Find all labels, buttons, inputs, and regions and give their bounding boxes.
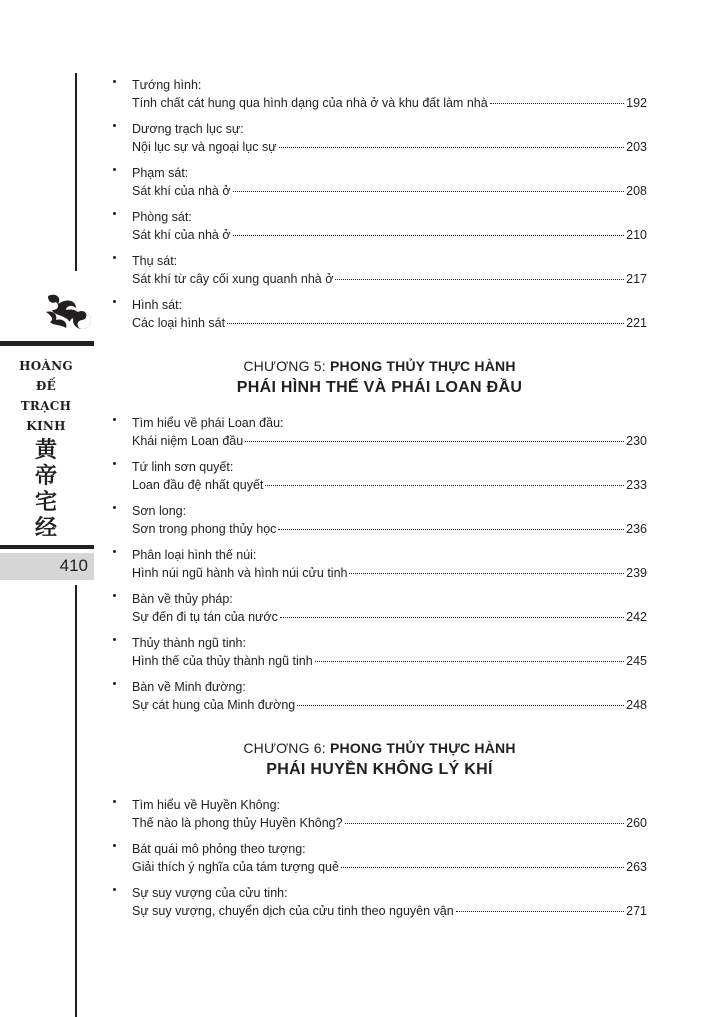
toc-entry-line bbox=[132, 270, 647, 288]
toc-page-number: 230 bbox=[626, 434, 647, 448]
toc-entry-title: Hình sát: bbox=[132, 298, 183, 312]
toc-entry-title: Bát quái mô phỏng theo tượng: bbox=[132, 842, 306, 856]
bullet-icon bbox=[113, 506, 116, 509]
bullet-icon bbox=[113, 256, 116, 259]
chapter-title bbox=[112, 738, 647, 758]
dot-leader bbox=[279, 147, 625, 148]
book-title-line: HOÀNG bbox=[19, 359, 73, 373]
toc-entry-description: Sự đến đi tụ tán của nước bbox=[132, 610, 278, 624]
toc-entry-description: Tính chất cát hung qua hình dạng của nhà ở và khu đất làm nhà bbox=[132, 96, 488, 110]
toc-page-number: 271 bbox=[626, 904, 647, 918]
side-band-top bbox=[0, 341, 94, 346]
chinese-title-char: 宅 bbox=[34, 490, 57, 515]
page-number: 410 bbox=[59, 556, 88, 575]
toc-entry-description: Loan đầu đệ nhất quyết bbox=[132, 478, 264, 492]
chinese-title-char: 黄 bbox=[34, 438, 57, 463]
chapter-heading bbox=[112, 356, 647, 400]
bullet-icon bbox=[113, 462, 116, 465]
toc-entry[interactable] bbox=[112, 208, 647, 244]
chapter-label: CHƯƠNG 6: bbox=[243, 740, 326, 756]
toc-entry-title: Tứ linh sơn quyết: bbox=[132, 460, 234, 474]
dot-leader bbox=[345, 823, 625, 824]
toc-entry-description: Sự suy vượng, chuyển dịch của cửu tinh theo nguyên vận bbox=[132, 904, 454, 918]
book-title-line: TRẠCH bbox=[20, 399, 72, 413]
book-title-line: ĐẾ bbox=[35, 379, 57, 393]
toc-entry[interactable] bbox=[112, 164, 647, 200]
bullet-icon bbox=[113, 550, 116, 553]
toc-entry-line bbox=[132, 814, 647, 832]
chapter-label: CHƯƠNG 5: bbox=[243, 358, 326, 374]
toc-entry-description: Sự cát hung của Minh đường bbox=[132, 698, 296, 712]
bullet-icon bbox=[113, 844, 116, 847]
side-rule-bottom bbox=[75, 585, 77, 1017]
toc-entry-description: Hình núi ngũ hành và hình núi cửu tinh bbox=[132, 566, 348, 580]
bullet-icon bbox=[113, 594, 116, 597]
toc-entry-title: Thụ sát: bbox=[132, 254, 178, 268]
toc-entry[interactable] bbox=[112, 678, 647, 714]
dot-leader bbox=[490, 103, 624, 104]
toc-entry-description: Nội lục sự và ngoại lục sự bbox=[132, 140, 277, 154]
toc-entry-line bbox=[132, 608, 647, 626]
toc-page-number: 192 bbox=[626, 96, 647, 110]
dot-leader bbox=[227, 323, 624, 324]
toc-entry[interactable] bbox=[112, 590, 647, 626]
toc-entry-line bbox=[132, 696, 647, 714]
toc-entry[interactable] bbox=[112, 252, 647, 288]
dot-leader bbox=[335, 279, 624, 280]
toc-page-number: 221 bbox=[626, 316, 647, 330]
toc-entry[interactable] bbox=[112, 76, 647, 112]
book-title-vertical bbox=[0, 356, 92, 542]
toc-entry-title: Tìm hiểu về Huyền Không: bbox=[132, 798, 280, 812]
toc-entry[interactable] bbox=[112, 796, 647, 832]
toc-entry[interactable] bbox=[112, 458, 647, 494]
toc-entry-description: Giải thích ý nghĩa của tám tượng quẻ bbox=[132, 860, 339, 874]
chapter-heading-text: PHONG THỦY THỰC HÀNH bbox=[329, 358, 516, 374]
dot-leader bbox=[278, 529, 624, 530]
bullet-icon bbox=[113, 800, 116, 803]
toc-entry-title: Sự suy vượng của cửu tinh: bbox=[132, 886, 288, 900]
toc-entry-line bbox=[132, 520, 647, 538]
toc-entry-title: Sơn long: bbox=[132, 504, 187, 518]
toc-page-number: 203 bbox=[626, 140, 647, 154]
dot-leader bbox=[456, 911, 624, 912]
toc-entry[interactable] bbox=[112, 296, 647, 332]
toc-entry-title: Tìm hiểu về phái Loan đầu: bbox=[132, 416, 284, 430]
toc-entry-description: Sát khí từ cây cối xung quanh nhà ở bbox=[132, 272, 334, 286]
toc-entry-line bbox=[132, 226, 647, 244]
toc-entry-title: Phòng sát: bbox=[132, 210, 192, 224]
toc-entry-title: Dương trạch lục sự: bbox=[132, 122, 244, 136]
dot-leader bbox=[349, 573, 624, 574]
chinese-title-char: 经 bbox=[34, 516, 57, 541]
toc-entry-line bbox=[132, 858, 647, 876]
toc-entry-title: Phạm sát: bbox=[132, 166, 189, 180]
dot-leader bbox=[341, 867, 624, 868]
dot-leader bbox=[233, 235, 625, 236]
toc-entry-description: Sát khí của nhà ở bbox=[132, 184, 231, 198]
bullet-icon bbox=[113, 168, 116, 171]
dot-leader bbox=[280, 617, 624, 618]
side-rule-top bbox=[75, 73, 77, 271]
chinese-title-char: 帝 bbox=[34, 464, 57, 489]
bullet-icon bbox=[113, 80, 116, 83]
toc-page-number: 245 bbox=[626, 654, 647, 668]
toc-page-number: 242 bbox=[626, 610, 647, 624]
toc-entry[interactable] bbox=[112, 884, 647, 920]
toc-entry-line bbox=[132, 432, 647, 450]
toc-entry-line bbox=[132, 902, 647, 920]
bullet-icon bbox=[113, 888, 116, 891]
bullet-icon bbox=[113, 418, 116, 421]
toc-entry-title: Tướng hình: bbox=[132, 78, 202, 92]
bullet-icon bbox=[113, 124, 116, 127]
toc-entry-description: Khái niệm Loan đầu bbox=[132, 434, 244, 448]
toc-entry[interactable] bbox=[112, 634, 647, 670]
chapter-subheading: PHÁI HUYỀN KHÔNG LÝ KHÍ bbox=[266, 761, 493, 778]
toc-page-number: 210 bbox=[626, 228, 647, 242]
toc-page-number: 263 bbox=[626, 860, 647, 874]
decorative-logo-icon bbox=[42, 290, 94, 334]
bullet-icon bbox=[113, 638, 116, 641]
toc-entry-line bbox=[132, 314, 647, 332]
toc-page-number: 217 bbox=[626, 272, 647, 286]
toc-entry-description: Hình thế của thủy thành ngũ tinh bbox=[132, 654, 313, 668]
chapter-subheading: PHÁI HÌNH THẾ VÀ PHÁI LOAN ĐẦU bbox=[236, 379, 523, 396]
toc-entry-description: Thế nào là phong thủy Huyền Không? bbox=[132, 816, 343, 830]
toc-entry-title: Bàn về Minh đường: bbox=[132, 680, 246, 694]
toc-entry[interactable] bbox=[112, 502, 647, 538]
toc-entry-line bbox=[132, 476, 647, 494]
toc-entry-description: Sát khí của nhà ở bbox=[132, 228, 231, 242]
toc-entry[interactable] bbox=[112, 414, 647, 450]
bullet-icon bbox=[113, 682, 116, 685]
toc-entry-line bbox=[132, 564, 647, 582]
toc-entry[interactable] bbox=[112, 546, 647, 582]
dot-leader bbox=[245, 441, 624, 442]
toc-page-number: 248 bbox=[626, 698, 647, 712]
toc-entry-line bbox=[132, 182, 647, 200]
toc-page-number: 260 bbox=[626, 816, 647, 830]
bullet-icon bbox=[113, 300, 116, 303]
toc-entry-title: Bàn về thủy pháp: bbox=[132, 592, 233, 606]
chapter-heading bbox=[112, 738, 647, 782]
dot-leader bbox=[265, 485, 624, 486]
toc-entry[interactable] bbox=[112, 120, 647, 156]
toc-entry-description: Sơn trong phong thủy học bbox=[132, 522, 277, 536]
dot-leader bbox=[297, 705, 624, 706]
toc-entry-line bbox=[132, 138, 647, 156]
side-band-bottom bbox=[0, 545, 94, 549]
toc-entry-title: Phân loại hình thế núi: bbox=[132, 548, 257, 562]
book-title-line: KINH bbox=[26, 419, 66, 433]
dot-leader bbox=[315, 661, 624, 662]
toc-page-number: 208 bbox=[626, 184, 647, 198]
toc-page-number: 239 bbox=[626, 566, 647, 580]
chapter-title bbox=[112, 356, 647, 376]
toc-page-number: 233 bbox=[626, 478, 647, 492]
page-number-box bbox=[0, 553, 94, 580]
toc-entry-line bbox=[132, 652, 647, 670]
toc-entry-line bbox=[132, 94, 647, 112]
bullet-icon bbox=[113, 212, 116, 215]
toc-entry-title: Thủy thành ngũ tinh: bbox=[132, 636, 246, 650]
toc-entry[interactable] bbox=[112, 840, 647, 876]
dot-leader bbox=[233, 191, 625, 192]
toc-entry-description: Các loại hình sát bbox=[132, 316, 226, 330]
toc-page-number: 236 bbox=[626, 522, 647, 536]
table-of-contents bbox=[112, 76, 647, 928]
chapter-heading-text: PHONG THỦY THỰC HÀNH bbox=[329, 740, 516, 756]
